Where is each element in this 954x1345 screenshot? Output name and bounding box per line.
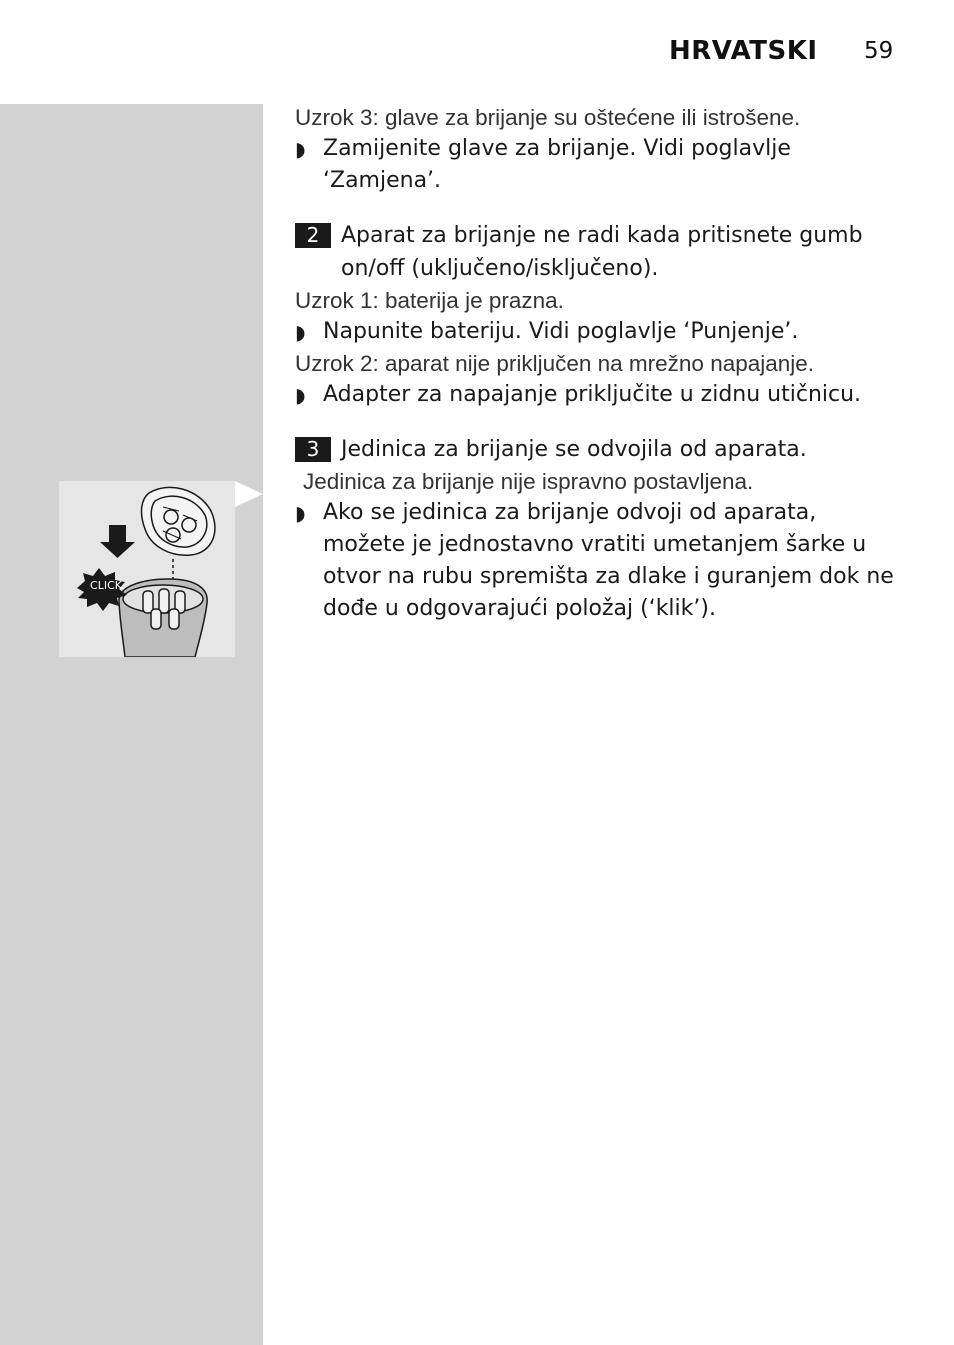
- bullet-item: [295, 316, 905, 348]
- step-heading: [295, 219, 905, 285]
- step-text: Jedinica za brijanje se odvojila od aparata.: [341, 437, 807, 462]
- sidebar-panel: [0, 104, 263, 1345]
- cause-text: Jedinica za brijanje nije ispravno postavljena.: [303, 469, 754, 494]
- step-number-badge: 2: [295, 223, 331, 248]
- bullet-item: [295, 379, 905, 411]
- cause-text: Uzrok 1: baterija je prazna.: [295, 288, 564, 313]
- bullet-text: Napunite bateriju. Vidi poglavlje ‘Punjenje’.: [323, 319, 799, 344]
- bullet-marker-icon: ◗: [295, 383, 306, 407]
- step-heading: [295, 433, 905, 466]
- bullet-text: Ako se jedinica za brijanje odvoji od aparata, možete je jednostavno vratiti umetanjem šarke u otvor na rubu spremišta za dlake i guranjem dok ne dođe u odgovarajući položaj (‘klik’).: [323, 500, 894, 621]
- cause-text: Uzrok 2: aparat nije priključen na mrežno napajanje.: [295, 351, 815, 376]
- bullet-item: [295, 497, 905, 625]
- shaving-head-icon: [142, 487, 215, 555]
- bullet-text: Adapter za napajanje priključite u zidnu utičnicu.: [323, 382, 862, 407]
- down-arrow-icon: [100, 525, 135, 558]
- main-content: [295, 102, 905, 625]
- figure-pointer: [235, 481, 263, 507]
- shaving-unit-illustration: [59, 481, 235, 657]
- click-label: CLICK: [90, 579, 122, 592]
- cause-text: Uzrok 3: glave za brijanje su oštećene ili istrošene.: [295, 105, 801, 130]
- step-text: Aparat za brijanje ne radi kada pritisnete gumb on/off (uključeno/isključeno).: [341, 223, 863, 281]
- bullet-text: Zamijenite glave za brijanje. Vidi poglavlje ‘Zamjena’.: [323, 136, 791, 193]
- page-number: 59: [864, 38, 894, 64]
- bullet-marker-icon: ◗: [295, 320, 306, 344]
- bullet-marker-icon: ◗: [295, 501, 306, 525]
- bullet-item: [295, 133, 905, 197]
- language-header: HRVATSKI: [669, 36, 818, 66]
- bullet-marker-icon: ◗: [295, 137, 306, 161]
- step-number-badge: 3: [295, 437, 331, 462]
